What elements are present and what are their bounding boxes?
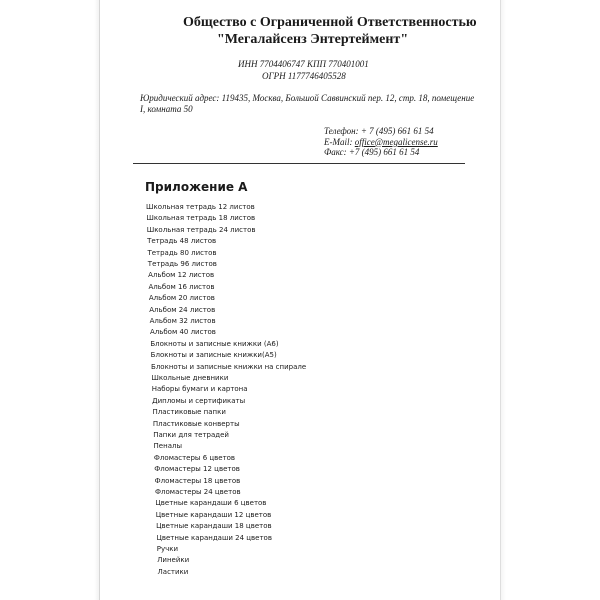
list-item: Фломастеры 18 цветов bbox=[154, 476, 241, 485]
list-item: Дипломы и сертификаты bbox=[152, 396, 246, 405]
list-item: Альбом 20 листов bbox=[148, 294, 215, 303]
list-item: Альбом 32 листов bbox=[149, 317, 216, 325]
list-item: Альбом 24 листов bbox=[149, 305, 216, 314]
contact-block bbox=[324, 126, 438, 158]
list-item: Линейки bbox=[157, 556, 190, 565]
list-item: Цветные карандаши 6 цветов bbox=[155, 499, 267, 508]
list-item: Пеналы bbox=[153, 442, 182, 451]
list-item: Наборы бумаги и картона bbox=[151, 385, 248, 394]
list-item: Фломастеры 12 цветов bbox=[154, 465, 240, 474]
ogrn: ОГРН 1177746405528 bbox=[262, 71, 346, 81]
list-item: Папки для тетрадей bbox=[153, 431, 229, 439]
registration-info bbox=[238, 58, 369, 82]
list-item: Тетрадь 96 листов bbox=[147, 260, 217, 268]
email-label: E-Mail: bbox=[324, 136, 355, 147]
phone: Телефон: + 7 (495) 661 61 54 bbox=[324, 126, 434, 136]
list-item: Фломастеры 6 цветов bbox=[153, 453, 236, 462]
list-item: Цветные карандаши 24 цветов bbox=[156, 533, 272, 542]
company-name-line1: Общество с Ограниченной Ответственностью bbox=[183, 15, 477, 30]
list-item: Альбом 16 листов bbox=[148, 282, 215, 291]
list-item: Тетрадь 48 листов bbox=[147, 237, 217, 246]
list-item: Школьные дневники bbox=[151, 374, 229, 382]
legal-address: Юридический адрес: 119435, Москва, Большой Саввинский пер. 12, стр. 18, помещение I, комната 50 bbox=[140, 93, 475, 114]
list-item: Школьная тетрадь 24 листов bbox=[146, 225, 256, 234]
company-name bbox=[183, 14, 483, 48]
list-item: Ластики bbox=[157, 567, 189, 576]
list-item: Ручки bbox=[156, 545, 179, 553]
list-item: Пластиковые конверты bbox=[152, 419, 240, 428]
list-item: Альбом 40 листов bbox=[149, 328, 216, 337]
list-item: Альбом 12 листов bbox=[148, 271, 215, 280]
list-item: Блокноты и записные книжки на спирале bbox=[151, 362, 307, 371]
list-item: Тетрадь 80 листов bbox=[147, 248, 217, 257]
appendix-title: Приложение А bbox=[145, 180, 248, 194]
list-item: Школьная тетрадь 18 листов bbox=[146, 214, 256, 223]
item-list bbox=[0, 203, 600, 583]
list-item: Блокноты и записные книжки(А5) bbox=[150, 351, 277, 360]
list-item: Фломастеры 24 цветов bbox=[155, 488, 241, 496]
email-link[interactable]: office@megalicense.ru bbox=[354, 136, 438, 147]
company-name-line2: "Мегалайсенз Энтертеймент" bbox=[217, 32, 409, 47]
inn-kpp: ИНН 7704406747 КПП 770401001 bbox=[238, 59, 369, 69]
list-item: Пластиковые папки bbox=[152, 408, 226, 417]
email-line bbox=[324, 137, 438, 148]
fax: Факс: +7 (495) 661 61 54 bbox=[324, 147, 420, 157]
list-item: Блокноты и записные книжки (А6) bbox=[150, 339, 279, 348]
list-item: Цветные карандаши 12 цветов bbox=[155, 510, 272, 519]
list-item: Школьная тетрадь 12 листов bbox=[146, 203, 255, 211]
list-item: Цветные карандаши 18 цветов bbox=[156, 522, 272, 531]
header-divider bbox=[133, 163, 465, 164]
